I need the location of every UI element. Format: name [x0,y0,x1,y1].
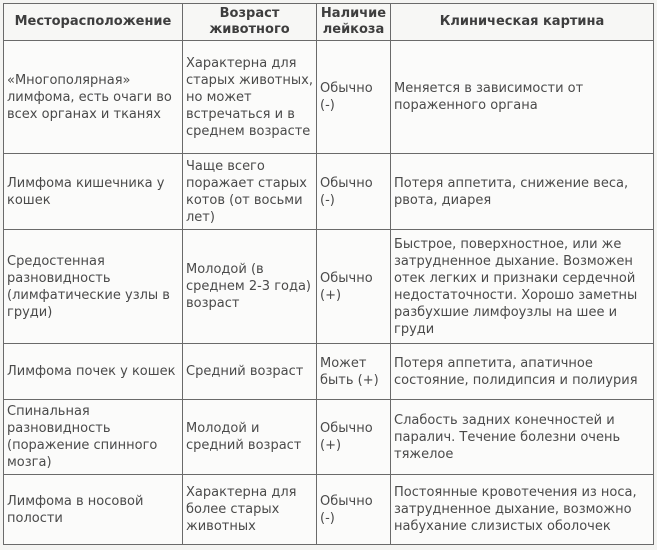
cell-leukemia: Обычно (-) [317,154,391,230]
table-row [4,230,654,344]
cell-clinical-picture: Слабость задних конечностей и паралич. Течение болезни очень тяжелое [391,400,654,475]
cell-location: Средостенная разновидность (лимфатические узлы в груди) [4,230,183,344]
table-row [4,344,654,400]
table-row [4,154,654,230]
cell-age: Характерна для старых животных, но может встречаться и в среднем возрасте [183,41,317,154]
cell-leukemia: Обычно (+) [317,400,391,475]
cell-location: «Многополярная» лимфома, есть очаги во всех органах и тканях [4,41,183,154]
header-age: Возраст животного [183,4,317,41]
cell-clinical-picture: Потеря аппетита, снижение веса, рвота, диарея [391,154,654,230]
table-row [4,400,654,475]
cell-clinical-picture: Постоянные кровотечения из носа, затрудненное дыхание, возможно набухание слизистых оболочек [391,475,654,545]
header-clinical-picture: Клиническая картина [391,4,654,41]
cell-age: Чаще всего поражает старых котов (от восьми лет) [183,154,317,230]
header-row [4,4,654,41]
lymphoma-table [3,3,654,545]
cell-age: Характерна для более старых животных [183,475,317,545]
table-row [4,41,654,154]
cell-location: Лимфома в носовой полости [4,475,183,545]
cell-leukemia: Обычно (-) [317,41,391,154]
header-location: Месторасположение [4,4,183,41]
cell-leukemia: Обычно (+) [317,230,391,344]
cell-age: Средний возраст [183,344,317,400]
cell-leukemia: Может быть (+) [317,344,391,400]
cell-clinical-picture: Быстрое, поверхностное, или же затрудненное дыхание. Возможен отек легких и признаки сердечной недостаточности. Хорошо заметны разбухшие лимфоузлы на шее и груди [391,230,654,344]
cell-age: Молодой и средний возраст [183,400,317,475]
cell-clinical-picture: Потеря аппетита, апатичное состояние, полидипсия и полиурия [391,344,654,400]
header-leukemia: Наличие лейкоза [317,4,391,41]
cell-location: Спинальная разновидность (поражение спинного мозга) [4,400,183,475]
cell-leukemia: Обычно (-) [317,475,391,545]
cell-clinical-picture: Меняется в зависимости от пораженного органа [391,41,654,154]
cell-location: Лимфома кишечника у кошек [4,154,183,230]
cell-age: Молодой (в среднем 2-3 года) возраст [183,230,317,344]
table-row [4,475,654,545]
cell-location: Лимфома почек у кошек [4,344,183,400]
